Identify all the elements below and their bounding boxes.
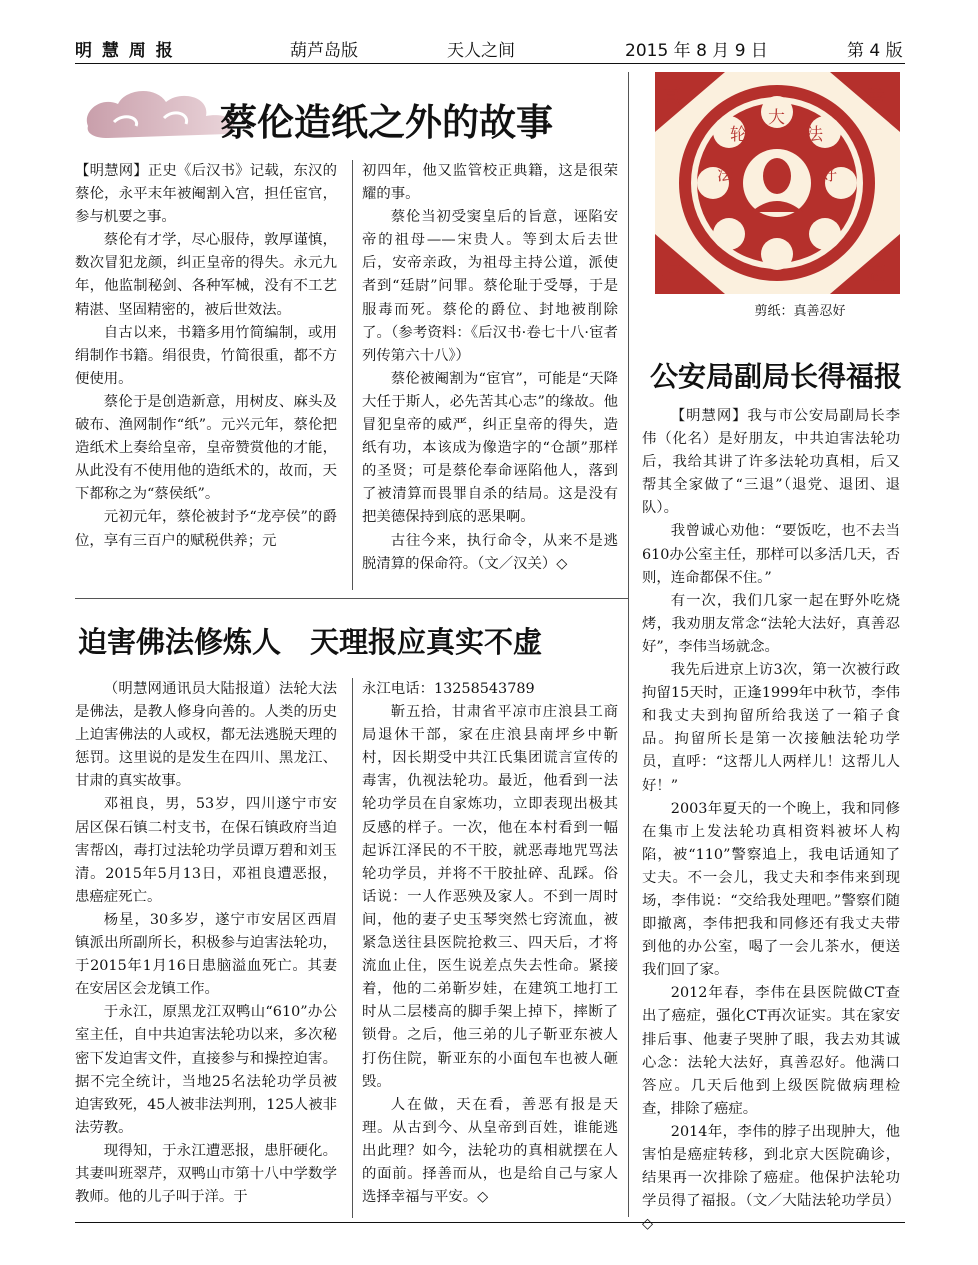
article-divider <box>75 598 628 599</box>
papercut-char-ren: 忍 <box>866 262 886 286</box>
article3-paragraph: 2003年夏天的一个晚上，我和同修在集市上发法轮功真相资料被坏人构陷，被“110”警察追上，我电话通知了丈夫。不一会儿，我丈夫和李伟来到现场，李伟说：“交给我处理吧。”警察们随即撤离，李伟把我和同修还有我丈夫带到他的办公室，喝了一会儿茶水，便送我们回了家。 <box>642 800 900 979</box>
article2-paragraph: 现得知，于永江遭恶报，患肝硬化。其妻叫班翠芹，双鸭山市第十八中学数学教师。他的儿子叫于洋。于 <box>75 1142 337 1206</box>
column-divider <box>352 678 353 1218</box>
article2-paragraph: 永江电话：13258543789 <box>362 681 535 697</box>
article3-paragraph: 【明慧网】我与市公安局副局长李伟（化名）是好朋友，中共迫害法轮功后，我给其讲了许多法轮功真相，后又帮其全家做了“三退”（退党、退团、退队）。 <box>642 408 900 517</box>
article1-paragraph: 元初元年，蔡伦被封予“龙亭侯”的爵位，享有三百户的赋税供养；元 <box>75 509 337 549</box>
article1-paragraph: 初四年，他又监管校正典籍，这是很荣耀的事。 <box>362 163 618 203</box>
article1-column-1 <box>75 160 337 553</box>
article3-paragraph: 2014年，李伟的脖子出现肿大，他害怕是癌症转移，到北京大医院确诊，结果再一次排除了癌症。他保护法轮功学员得了福报。（文／大陆法轮功学员）◇ <box>642 1123 900 1233</box>
papercut-char-zhen: 真 <box>661 84 681 108</box>
paper-name: 明 慧 周 报 <box>75 41 175 61</box>
papercut-caption: 剪纸：真善忍好 <box>754 304 846 319</box>
papercut-char-fa: 法 <box>717 165 734 185</box>
article1-paragraph: 古往今来，执行命令，从来不是逃脱清算的保命符。（文／汉关）◇ <box>362 532 618 572</box>
papercut-char-fa2: 法 <box>806 125 823 145</box>
article2-column-2 <box>362 678 618 1209</box>
header-divider <box>75 63 905 64</box>
article1-paragraph: 蔡伦被阉割为“宦官”，可能是“天降大任于斯人，必先苦其心志”的缘故。他冒犯皇帝的威严，纠正皇帝的得失，造纸有功，本该成为像造字的“仓颉”那样的圣贤；可是蔡伦奉命诬陷他人，落到了被清算而畏罪自杀的结局。这是没有把美德保持到底的恶果啊。 <box>362 370 618 526</box>
article1-paragraph: 蔡伦于是创造新意，用树皮、麻头及破布、渔网制作“纸”。元兴元年，蔡伦把造纸术上奏给皇帝，皇帝赞赏他的才能，从此没有不使用他的造纸术的，故而，天下都称之为“蔡侯纸”。 <box>75 393 337 503</box>
article3-paragraph: 我先后进京上访3次，第一次被行政拘留15天时，正逢1999年中秋节，李伟和我丈夫到拘留所给我送了一箱子食品。拘留所长是第一次接触法轮功学员，直呼：“这帮儿人两样儿！这帮儿人好！” <box>642 662 900 794</box>
article1-paragraph: 【明慧网】正史《后汉书》记载，东汉的蔡伦，永平末年被阉割入宫，担任宦官，参与机要之事。 <box>75 163 337 226</box>
papercut-char-shan: 善 <box>866 84 886 108</box>
article1-paragraph: 自古以来，书籍多用竹简编制，或用绢制作书籍。绢很贵，竹简很重，都不方便使用。 <box>75 324 337 387</box>
article1-column-2 <box>362 160 618 576</box>
issue-date: 2015 年 8 月 9 日 <box>625 41 768 61</box>
papercut-char-da: 大 <box>768 108 785 128</box>
papercut-char-hao: 好 <box>661 262 681 286</box>
article2-paragraph: 邓祖良，男，53岁，四川遂宁市安居区保石镇二村支书，在保石镇政府当迫害帮凶，毒打过法轮功学员谭万碧和刘玉清。2015年5月13日，邓祖良遭恶报，患癌症死亡。 <box>75 796 337 905</box>
article3-title: 公安局副局长得福报 <box>650 360 903 393</box>
article3-paragraph: 有一次，我们几家一起在野外吃烧烤，我劝朋友常念“法轮大法好，真善忍好”，李伟当场就念。 <box>642 592 900 655</box>
article3-body <box>642 405 900 1236</box>
article2-paragraph: 靳五拾，甘肃省平凉市庄浪县工商局退休干部，家在庄浪县南坪乡中靳村，因长期受中共江氏集团谎言宣传的毒害，仇视法轮功。最近，他看到一法轮功学员在自家炼功，立即表现出极其反感的样子。一次，他在本村看到一幅起诉江泽民的不干胶，就恶毒地咒骂法轮功学员，并将不干胶扯碎、乱踩。俗话说：一人作恶殃及家人。不到一周时间，他的妻子史玉琴突然七窍流血，被紧急送往县医院抢救三、四天后，才将流血止住，医生说差点失去性命。紧接着，他的二弟靳岁娃，在建筑工地打工时从二层楼高的脚手架上掉下，摔断了锁骨。之后，他三弟的儿子靳亚东被人打伤住院，靳亚东的小面包车也被人砸毁。 <box>362 704 618 1090</box>
article2-paragraph: 杨星，30多岁，遂宁市安居区西眉镇派出所副所长，积极参与迫害法轮功，于2015年1月16日患脑溢血死亡。其妻在安居区会龙镇工作。 <box>75 911 337 998</box>
edition-label: 葫芦岛版 <box>290 41 358 61</box>
article3-paragraph: 我曾诚心劝他：“要饭吃，也不去当610办公室主任，那样可以多活几天，否则，连命都保不住。” <box>642 523 900 586</box>
papercut-char-hao2: 好 <box>820 165 837 185</box>
article1-paragraph: 蔡伦有才学，尽心服侍，敦厚谨慎，数次冒犯龙颜，纠正皇帝的得失。永元九年，他监制秘剑、各种军械，没有不工艺精湛、坚固精密的，被后世效法。 <box>75 232 337 318</box>
right-column-divider <box>628 72 629 1217</box>
article3-paragraph: 2012年春，李伟在县医院做CT查出了癌症，强化CT再次证实。其在家安排后事、他妻子哭肿了眼，我去劝其诚心念：法轮大法好，真善忍好。他满口答应。几天后他到上级医院做病理检查，排除了癌症。 <box>642 985 900 1117</box>
page-header <box>75 36 905 64</box>
section-label: 天人之间 <box>447 41 515 61</box>
article1-title: 蔡伦造纸之外的故事 <box>220 101 553 144</box>
page-number: 第 4 版 <box>847 41 903 61</box>
article2-paragraph: 人在做，天在看，善恶有报是天理。从古到今、从皇帝到百姓，谁能逃出此理？如今，法轮功的真相就摆在人的面前。择善而从，也是给自己与家人选择幸福与平安。◇ <box>362 1096 618 1206</box>
papercut-char-lun: 轮 <box>730 125 747 145</box>
article2-title: 迫害佛法修炼人 天理报应真实不虚 <box>78 625 543 659</box>
article1-paragraph: 蔡伦当初受窦皇后的旨意，诬陷安帝的祖母——宋贵人。等到太后去世后，安帝亲政，为祖母主持公道，派使者到“廷尉”问罪。蔡伦耻于受辱，于是服毒而死。蔡伦的爵位、封地被削除了。（参考资料：《后汉书·卷七十八·宦者列传第六十八》） <box>362 209 618 364</box>
article2-paragraph: 于永江，原黑龙江双鸭山“610”办公室主任，自中共迫害法轮功以来，多次秘密下发迫害文件，直接参与和操控迫害。据不完全统计，当地25名法轮功学员被迫害致死，45人被非法判刑，125人被非法劳教。 <box>75 1004 337 1136</box>
column-divider <box>352 160 353 590</box>
article2-column-1 <box>75 678 337 1209</box>
footer-divider <box>75 1222 905 1223</box>
article2-paragraph: （明慧网通讯员大陆报道）法轮大法是佛法，是教人修身向善的。人类的历史上迫害佛法的人或权，都无法逃脱天理的惩罚。这里说的是发生在四川、黑龙江、甘肃的真实故事。 <box>75 681 337 790</box>
